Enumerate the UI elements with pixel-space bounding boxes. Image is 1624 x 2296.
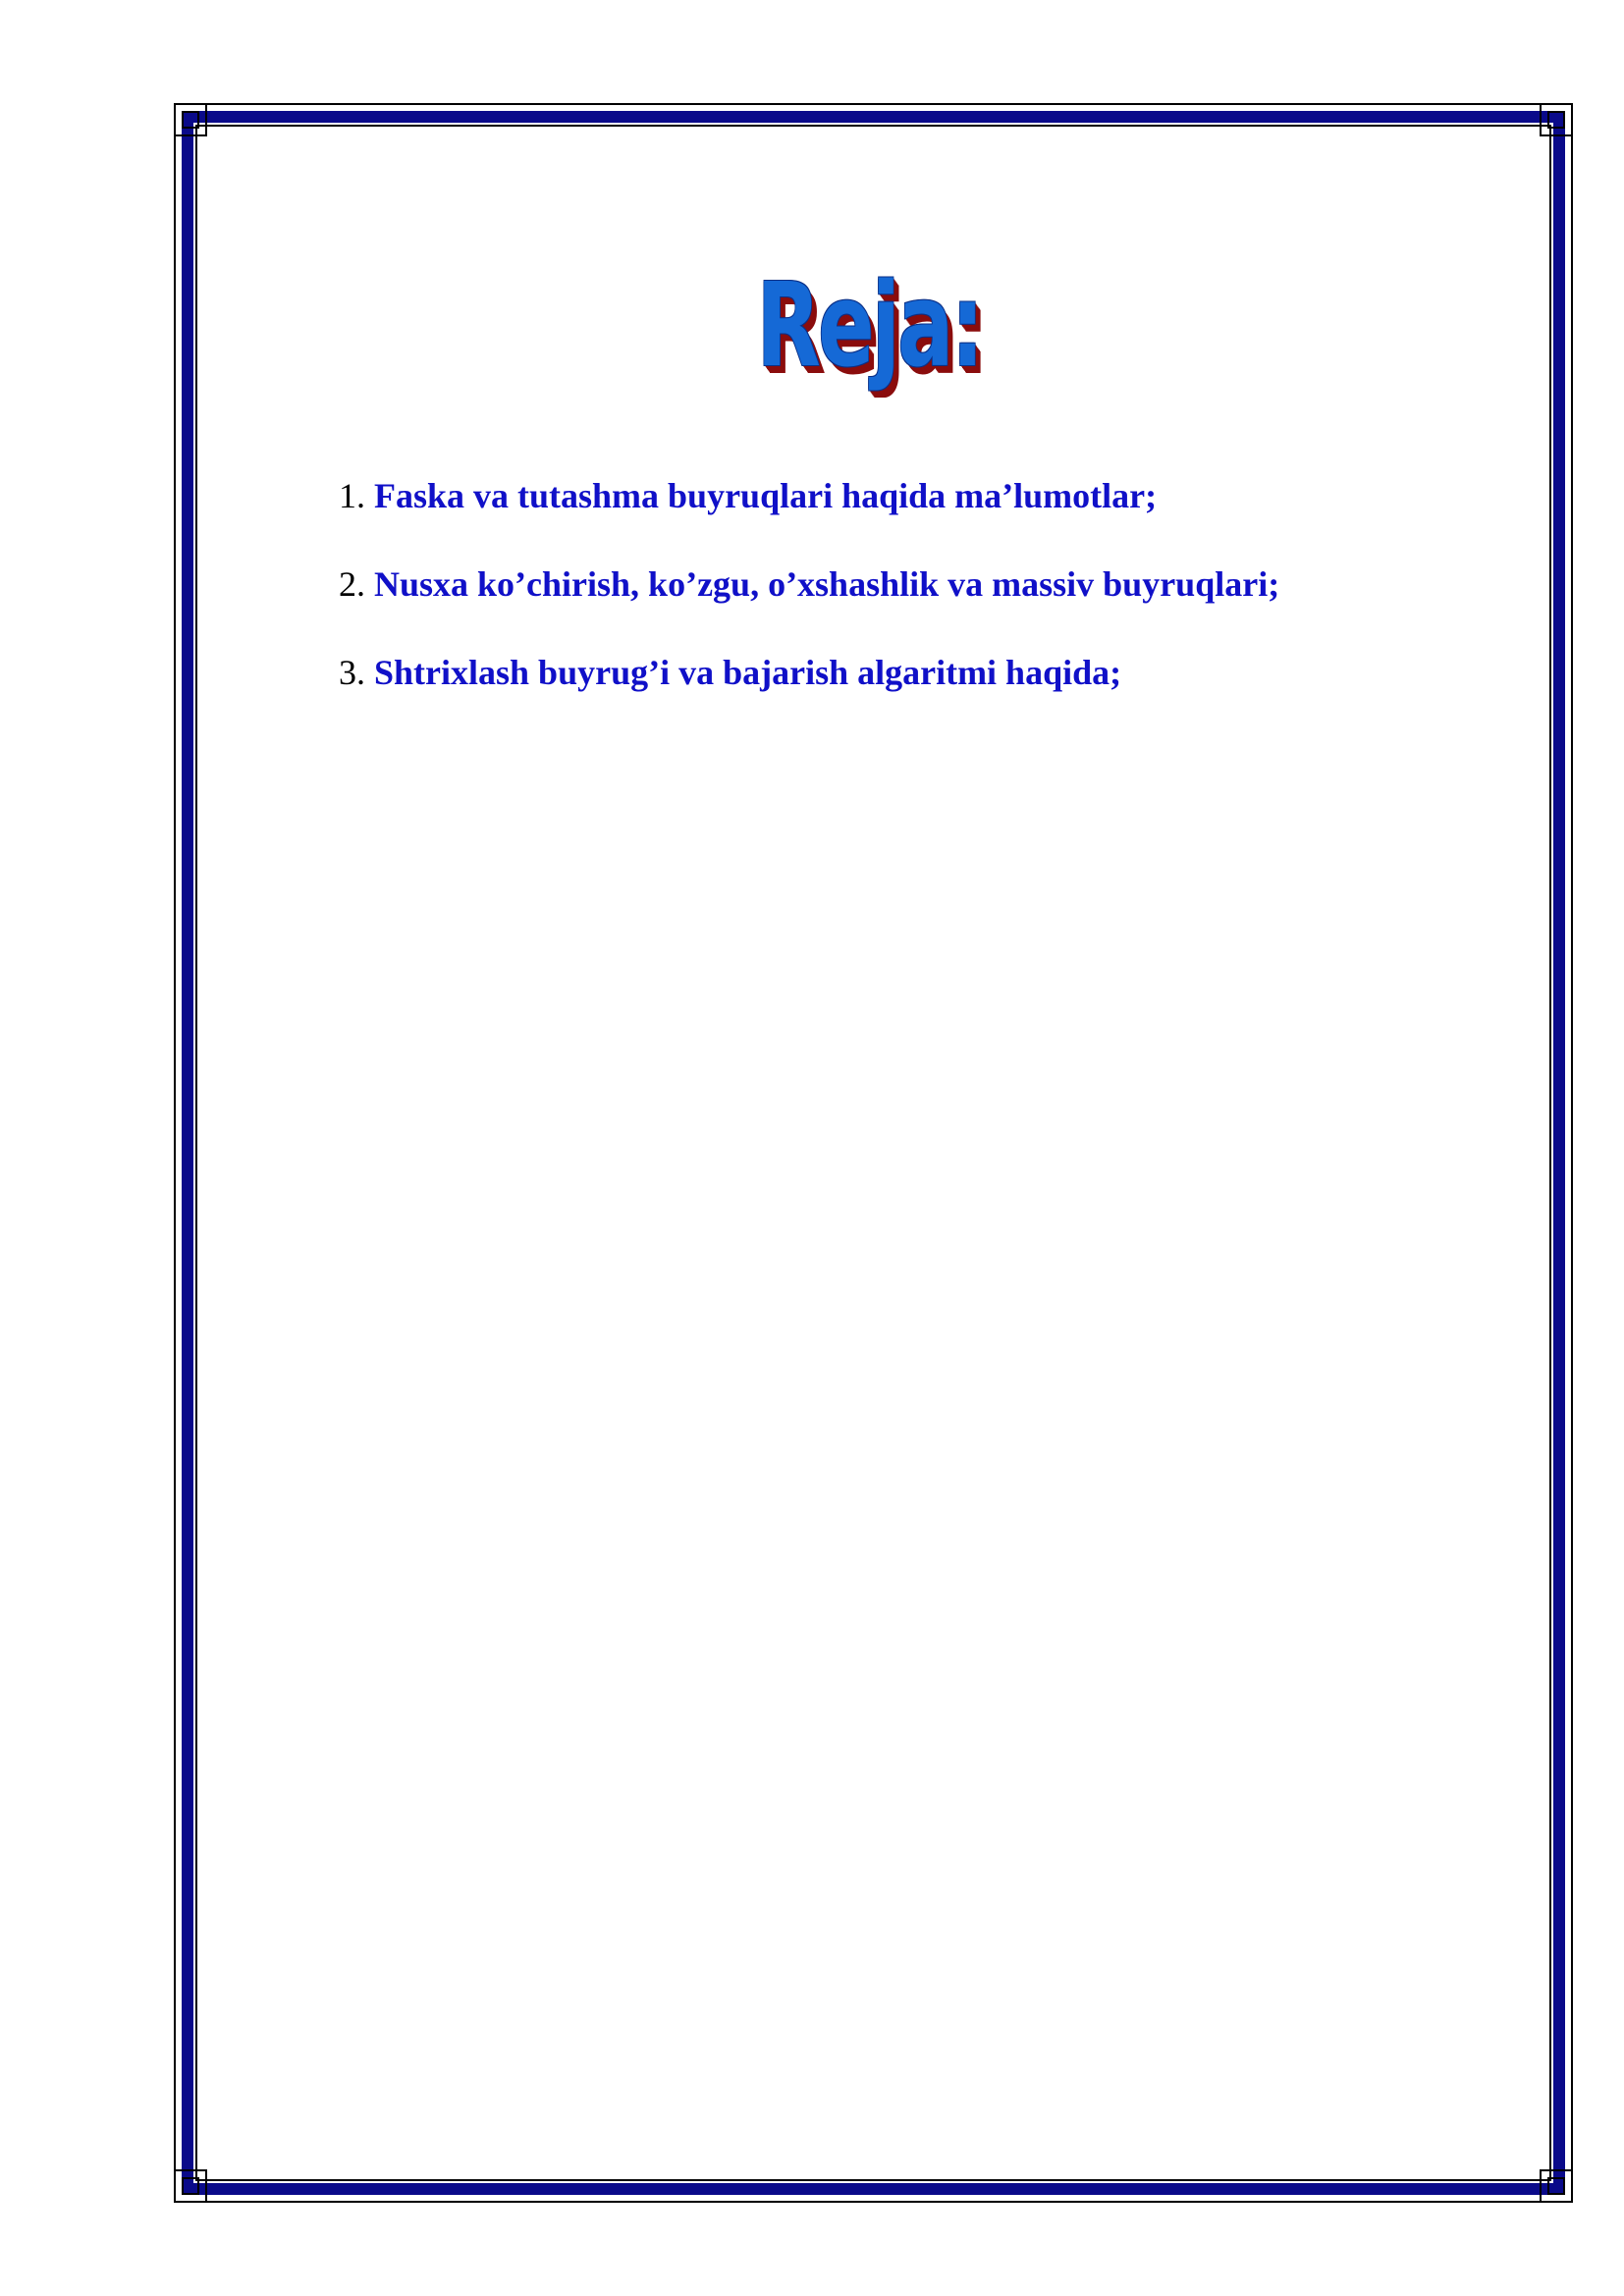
- plan-item: [339, 474, 1468, 518]
- plan-item-text: Nusxa ko’chirish, ko’zgu, o’xshashlik va massiv buyruqlari;: [374, 564, 1280, 604]
- page-title-wrapper: [244, 257, 1414, 393]
- plan-item-number: 2.: [339, 564, 365, 604]
- plan-item-text: Shtrixlash buyrug’i va bajarish algaritmi haqida;: [374, 653, 1122, 692]
- plan-item-number: 1.: [339, 476, 365, 515]
- plan-item-text: Faska va tutashma buyruqlari haqida ma’lumotlar;: [374, 476, 1158, 515]
- page-border-inner: [195, 125, 1551, 2181]
- plan-item: [339, 651, 1468, 695]
- border-corner-top-left: [174, 103, 207, 136]
- plan-list: [339, 474, 1468, 739]
- border-corner-bottom-left: [174, 2169, 207, 2203]
- border-corner-bottom-right: [1540, 2169, 1573, 2203]
- page-title: Reja:: [756, 257, 982, 393]
- plan-item-number: 3.: [339, 653, 365, 692]
- border-corner-top-right: [1540, 103, 1573, 136]
- plan-item: [339, 562, 1468, 607]
